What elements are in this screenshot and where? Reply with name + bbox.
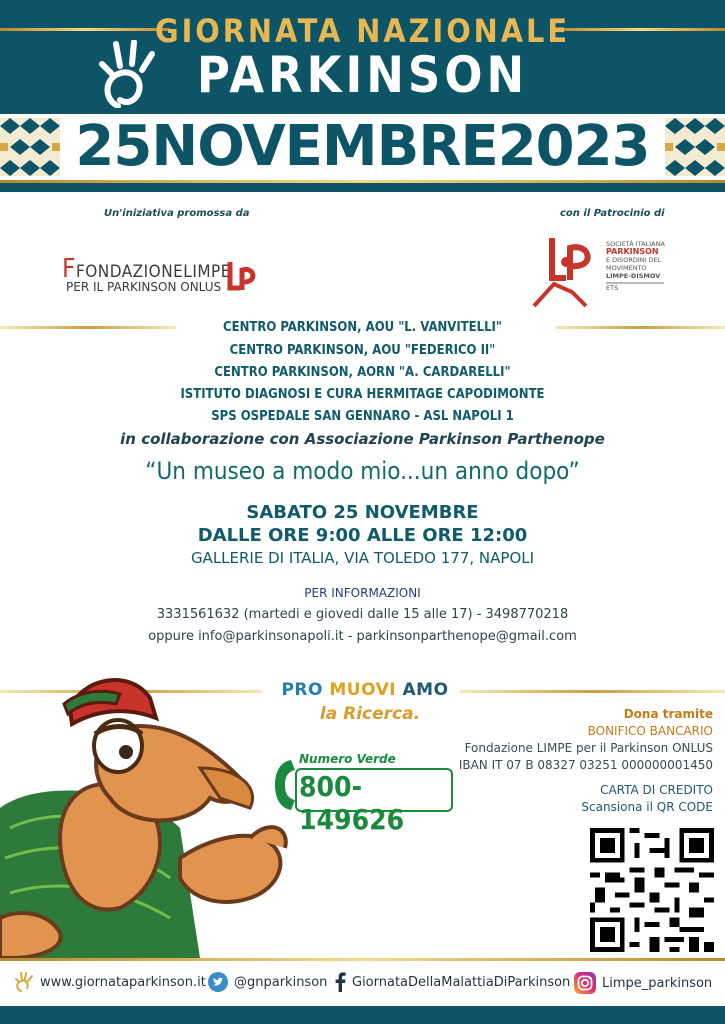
turtle-mascot [0,658,300,964]
limpe-logo-subtitle: PER IL PARKINSON ONLUS [66,280,222,294]
promuoviamo-pro: PRO [281,680,323,700]
sin-line-2: PARKINSON [606,247,659,256]
info-emails: oppure info@parkinsonapoli.it - parkinsonparthenope@gmail.com [148,629,577,644]
promuoviamo-logo [275,680,455,700]
footer-twitter[interactable] [208,972,327,992]
promuoviamo-muovi: MUOVI [329,680,397,700]
twitter-icon [208,972,228,992]
hand-small-icon [14,972,34,992]
patronage-label: con il Patrocinio di [560,208,665,219]
numero-verde-label: Numero Verde [299,752,396,766]
center-3: CENTRO PARKINSON, AORN "A. CARDARELLI" [214,365,511,380]
header-title-line2: PARKINSON [196,46,529,104]
qr-code[interactable] [590,828,714,952]
event-quote: “Un museo a modo mio...un anno dopo” [145,457,580,485]
info-phones: 3331561632 (martedi e giovedi dalle 15 alle 17) - 3498770218 [156,607,569,622]
center-4: ISTITUTO DIAGNOSI E CURA HERMITAGE CAPODIMONTE [180,387,545,402]
instagram-icon [574,972,596,994]
center-2: CENTRO PARKINSON, AOU "FEDERICO II" [229,343,496,358]
center-1: CENTRO PARKINSON, AOU "L. VANVITELLI" [223,320,502,335]
sin-line-6: ETS [606,282,664,292]
center-5: SPS OSPEDALE SAN GENNARO - ASL NAPOLI 1 [211,409,514,424]
lp-mark-icon [226,260,260,294]
ricerca-tagline: la Ricerca. [319,704,421,724]
iban-text: IBAN IT 07 B 08327 03251 000000001450 [458,758,713,772]
event-time: DALLE ORE 9:00 ALLE ORE 12:00 [197,525,528,546]
sin-line-1: SOCIETÀ ITALIANA [606,240,665,248]
limpe-dismov-logo [532,232,672,310]
event-place: GALLERIE DI ITALIA, VIA TOLEDO 177, NAPOLI [190,549,535,567]
footer-website[interactable] [14,972,206,992]
sin-line-4: MOVIMENTO [606,264,647,272]
qr-hint: Scansiona il QR CODE [581,800,713,814]
separator-bottom-right [460,690,725,693]
website-text: www.giornataparkinson.it [40,974,206,990]
footer-bottom-strip [0,1006,725,1024]
instagram-text: Limpe_parkinson [602,975,713,991]
donate-title: Dona tramite [623,707,713,721]
footer-facebook[interactable] [334,972,570,992]
sin-line-3: E DISORDINI DEL [606,256,662,264]
info-label: PER INFORMAZIONI [304,586,421,600]
donations-block [433,706,713,816]
credit-card-label: CARTA DI CREDITO [600,783,713,797]
bank-name: Fondazione LIMPE per il Parkinson ONLUS [464,741,713,755]
promoted-by-label: Un'iniziativa promossa da [104,208,250,219]
fondazione-limpe-logo: FFONDAZIONELIMPE PER IL PARKINSON ONLUS [62,240,262,298]
hand-logo-icon [96,40,158,108]
limpe-logo-name: FONDAZIONELIMPE [75,262,231,282]
facebook-icon [334,972,346,992]
header-title-line1: GIORNATA NAZIONALE [154,12,571,50]
promuoviamo-amo: AMO [402,680,449,700]
footer-instagram[interactable] [574,972,712,994]
running-figure-icon [532,232,602,310]
event-day: SABATO 25 NOVEMBRE [246,502,479,523]
twitter-text: @gnparkinson [234,974,328,990]
sin-line-5: LIMPE-DISMOV [606,272,661,280]
header-gold-line-bottom [0,180,725,183]
footer-gold-line [0,958,725,961]
facebook-text: GiornataDellaMalattiaDiParkinson [352,974,571,990]
bank-transfer-label: BONIFICO BANCARIO [587,724,713,738]
numero-verde-box [273,752,453,836]
event-date-title: 25NOVEMBRE2023 [75,114,650,179]
numero-verde-number: 800-149626 [299,770,405,836]
collaboration-text: in collaborazione con Associazione Parkinson Parthenope [120,430,605,448]
